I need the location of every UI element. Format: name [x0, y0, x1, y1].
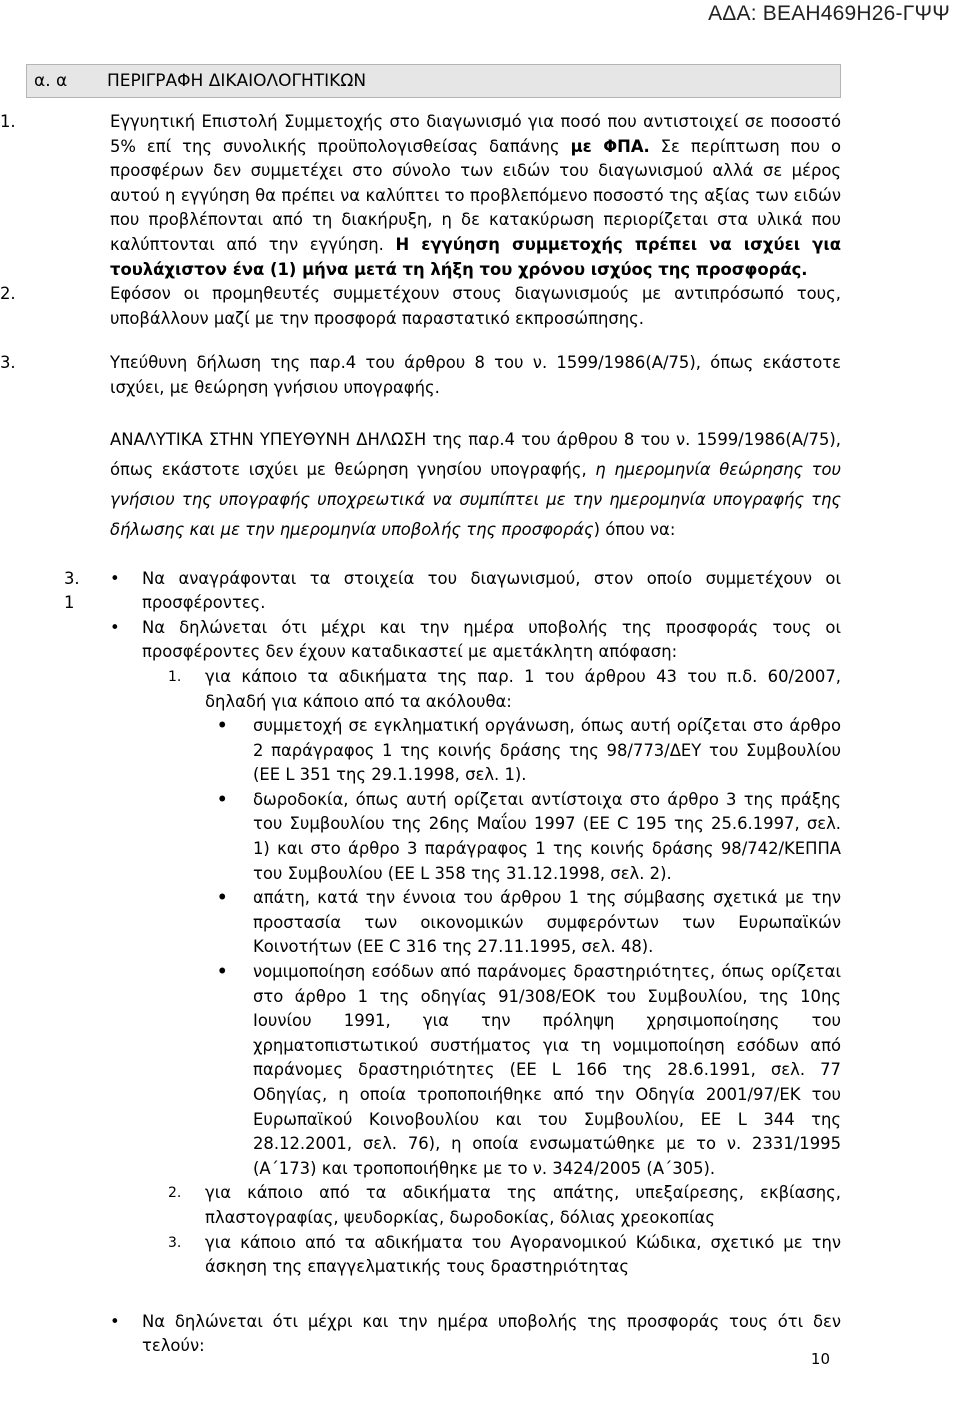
- item-2: [0, 282, 841, 331]
- inner-item: • νομιμοποίηση εσόδων από παράνομες δραστηριότητες, όπως ορίζεται στο άρθρο 1 της οδηγίας 91/308/ΕΟΚ του Συμβουλίου, της 10ης Ιουνίου 1991, για την πρόληψη χρησιμοποίησης του χρηματοπιστωτικού συστήματος για τη νομιμοποίηση εσόδων από παράνομες δραστηριότητες (ΕΕ L 166 της 28.6.1991, σελ. 77 Οδηγίας, η οποία τροποποιήθηκε από την Οδηγία 2001/97/ΕΚ του Ευρωπαϊκού Κοινοβουλίου και του Συμβουλίου, ΕΕ L 344 της 28.12.2001, σελ. 76), η οποία ενσωματώθηκε με το ν. 2331/1995 (Α΄173) και τροποποιήθηκε με το ν. 3424/2005 (Α΄305).: [205, 960, 841, 1181]
- analytika: [26, 425, 841, 545]
- item-2-num: 2.: [0, 284, 16, 304]
- item-2-text: Εφόσον οι προμηθευτές συμμετέχουν στους διαγωνισμούς με αντιπρόσωπό τους, υποβάλλουν μαζί με την προσφορά παραστατικό εκπροσώπησης.: [110, 284, 841, 328]
- item-3-1-num: 3. 1: [64, 568, 80, 613]
- item-3-num: 3.: [0, 353, 16, 373]
- header-num: α. α: [34, 71, 68, 91]
- inner-item: • συμμετοχή σε εγκληματική οργάνωση, όπως αυτή ορίζεται στο άρθρο 2 παράγραφος 1 της κοινής δράσης της 98/773/ΔΕΥ του Συμβουλίου (ΕΕ L 351 της 29.1.1998, σελ. 1).: [205, 714, 841, 788]
- header-title: ΠΕΡΙΓΡΑΦΗ ΔΙΚΑΙΟΛΟΓΗΤΙΚΩΝ: [107, 71, 367, 91]
- sub-item: 2. για κάποιο από τα αδικήματα της απάτης, υπεξαίρεσης, εκβίασης, πλαστογραφίας, ψευδορκίας, δωροδοκίας, δόλιας χρεοκοπίας: [168, 1183, 841, 1227]
- bullet-list: [110, 567, 841, 1359]
- item-1-text: Εγγυητική Επιστολή Συμμετοχής στο διαγωνισμό για ποσό που αντιστοιχεί σε ποσοστό 5% επί της συνολικής προϋπολογισθείσας δαπάνης με ΦΠΑ. Σε περίπτωση που ο προσφέρων δεν συμμετέχει στο σύνολο των ειδών του διαγωνισμού αλλά σε μέρος αυτού η εγγύηση θα πρέπει να καλύπτει το προβλεπόμενο ποσοστό της αξίας των ειδών που προβλέπονται από τη διακήρυξη, η δε κατακύρωση περιορίζεται στα υλικά που καλύπτονται από την εγγύηση. Η εγγύηση συμμετοχής πρέπει να ισχύει για τουλάχιστον ένα (1) μήνα μετά τη λήξη του χρόνου ισχύος της προσφοράς.: [110, 112, 841, 279]
- sub-list: [142, 665, 841, 1280]
- bullet-item: • Να δηλώνεται ότι μέχρι και την ημέρα υποβολής της προσφοράς τους οι προσφέροντες δεν έχουν καταδικαστεί με αμετάκλητη απόφαση: 1. για κάποιο τα αδικήματα της παρ. 1 του άρθρου 43 του π.δ. 60/2007, δηλαδή για κάποιο από τα ακόλουθα: • συμμετοχή σε εγκληματική οργάνωση, όπως αυτή ορίζεται στο άρθρο 2 παράγραφος 1 της κοινής δράσης της 98/773/ΔΕΥ του Συμβουλίου (ΕΕ L 351 της 29.1.1998, σελ. 1). • δωροδοκία, όπως αυτή ορίζεται αντίστοιχα στο άρθρο 3 της πράξης του Συμβουλίου της 26ης Μαΐου 1997 (ΕΕ C 195 της 25.6.1997, σελ. 1) και στο άρθρο 3 παράγραφος 1 της κοινής δράσης 98/742/ΚΕΠΠΑ του Συμβουλίου (ΕΕ L 358 της 31.12.1998, σελ. 2). • απάτη, κατά την έννοια του άρθρου 1 της σύμβασης σχετικά με την προστασία των οικονομικών συμφερόντων των Ευρωπαϊκών Κοινοτήτων (ΕΕ C 316 της 27.11.1995, σελ. 48). • νομιμοποίηση εσόδων από παράνομες δραστηριότητες, όπως ορίζεται στο άρθρο 1 της οδηγίας 91/308/ΕΟΚ του Συμβουλίου, της 10ης Ιουνίου 1991, για την πρόληψη χρησιμοποίησης του χρηματοπιστωτικού συστήματος για τη νομιμοποίηση εσόδων από παράνομες δραστηριότητες (ΕΕ L 166 της 28.6.1991, σελ. 77 Οδηγίας, η οποία τροποποιήθηκε από την Οδηγία 2001/97/ΕΚ του Ευρωπαϊκού Κοινοβουλίου και του Συμβουλίου, ΕΕ L 344 της 28.12.2001, σελ. 76), η οποία ενσωματώθηκε με το ν. 2331/1995 (Α΄173) και τροποποιήθηκε με το ν. 3424/2005 (Α΄305). 2. για κάποιο από τα αδικήματα της απάτης, υπεξαίρεσης, εκβίασης, πλαστογραφίας, ψευδορκίας, δωροδοκίας, δόλιας χρεοκοπίας 3. για κάποιο από τα αδικήματα του Αγορανομικού Κώδικα, σχετικό με την άσκηση της επαγγελματικής τους δραστηριότητας: [110, 616, 841, 1280]
- page-number: 10: [810, 1350, 830, 1368]
- inner-item: • δωροδοκία, όπως αυτή ορίζεται αντίστοιχα στο άρθρο 3 της πράξης του Συμβουλίου της 26ης Μαΐου 1997 (ΕΕ C 195 της 25.6.1997, σελ. 1) και στο άρθρο 3 παράγραφος 1 της κοινής δράσης 98/742/ΚΕΠΠΑ του Συμβουλίου (ΕΕ L 358 της 31.12.1998, σελ. 2).: [205, 788, 841, 886]
- item-3-text: Υπεύθυνη δήλωση της παρ.4 του άρθρου 8 του ν. 1599/1986(Α/75), όπως εκάστοτε ισχύει, με θεώρηση γνήσιου υπογραφής.: [110, 353, 841, 397]
- item-1: [0, 110, 841, 282]
- document-body: [0, 64, 841, 1359]
- item-3-1-content: [110, 567, 841, 1359]
- item-3-1: [26, 567, 841, 1359]
- bullet-item: • Να δηλώνεται ότι μέχρι και την ημέρα υποβολής της προσφοράς τους ότι δεν τελούν:: [110, 1310, 841, 1359]
- bullet-item: • Να αναγράφονται τα στοιχεία του διαγωνισμού, στον οποίο συμμετέχουν οι προσφέροντες.: [110, 567, 841, 616]
- ada-code: ΑΔΑ: ΒΕΑΗ469Η26-ΓΨΨ: [708, 2, 950, 25]
- table-header: [26, 64, 841, 98]
- item-3: [0, 351, 841, 400]
- inner-item: • απάτη, κατά την έννοια του άρθρου 1 της σύμβασης σχετικά με την προστασία των οικονομικών συμφερόντων των Ευρωπαϊκών Κοινοτήτων (ΕΕ C 316 της 27.11.1995, σελ. 48).: [205, 886, 841, 960]
- sub-item: 1. για κάποιο τα αδικήματα της παρ. 1 του άρθρου 43 του π.δ. 60/2007, δηλαδή για κάποιο από τα ακόλουθα: • συμμετοχή σε εγκληματική οργάνωση, όπως αυτή ορίζεται στο άρθρο 2 παράγραφος 1 της κοινής δράσης της 98/773/ΔΕΥ του Συμβουλίου (ΕΕ L 351 της 29.1.1998, σελ. 1). • δωροδοκία, όπως αυτή ορίζεται αντίστοιχα στο άρθρο 3 της πράξης του Συμβουλίου της 26ης Μαΐου 1997 (ΕΕ C 195 της 25.6.1997, σελ. 1) και στο άρθρο 3 παράγραφος 1 της κοινής δράσης 98/742/ΚΕΠΠΑ του Συμβουλίου (ΕΕ L 358 της 31.12.1998, σελ. 2). • απάτη, κατά την έννοια του άρθρου 1 της σύμβασης σχετικά με την προστασία των οικονομικών συμφερόντων των Ευρωπαϊκών Κοινοτήτων (ΕΕ C 316 της 27.11.1995, σελ. 48). • νομιμοποίηση εσόδων από παράνομες δραστηριότητες, όπως ορίζεται στο άρθρο 1 της οδηγίας 91/308/ΕΟΚ του Συμβουλίου, της 10ης Ιουνίου 1991, για την πρόληψη χρησιμοποίησης του χρηματοπιστωτικού συστήματος για τη νομιμοποίηση εσόδων από παράνομες δραστηριότητες (ΕΕ L 166 της 28.6.1991, σελ. 77 Οδηγίας, η οποία τροποποιήθηκε από την Οδηγία 2001/97/ΕΚ του Ευρωπαϊκού Κοινοβουλίου και του Συμβουλίου, ΕΕ L 344 της 28.12.2001, σελ. 76), η οποία ενσωματώθηκε με το ν. 2331/1995 (Α΄173) και τροποποιήθηκε με το ν. 3424/2005 (Α΄305).: [142, 665, 841, 1181]
- sub-item: 3. για κάποιο από τα αδικήματα του Αγορανομικού Κώδικα, σχετικό με την άσκηση της επαγγελματικής τους δραστηριότητας: [168, 1232, 841, 1277]
- analytika-text: ΑΝΑΛΥΤΙΚΑ ΣΤΗΝ ΥΠΕΥΘΥΝΗ ΔΗΛΩΣΗ της παρ.4 του άρθρου 8 του ν. 1599/1986(Α/75), όπως εκάστοτε ισχύει με θεώρηση γνησίου υπογραφής, η ημερομηνία θεώρησης του γνήσιου της υπογραφής υποχρεωτικά να συμπίπτει με την ημερομηνία υπογραφής της δήλωσης και με την ημερομηνία υποβολής της προσφοράς) όπου να:: [110, 429, 841, 539]
- item-1-num: 1.: [0, 112, 16, 131]
- inner-list: [205, 714, 841, 1181]
